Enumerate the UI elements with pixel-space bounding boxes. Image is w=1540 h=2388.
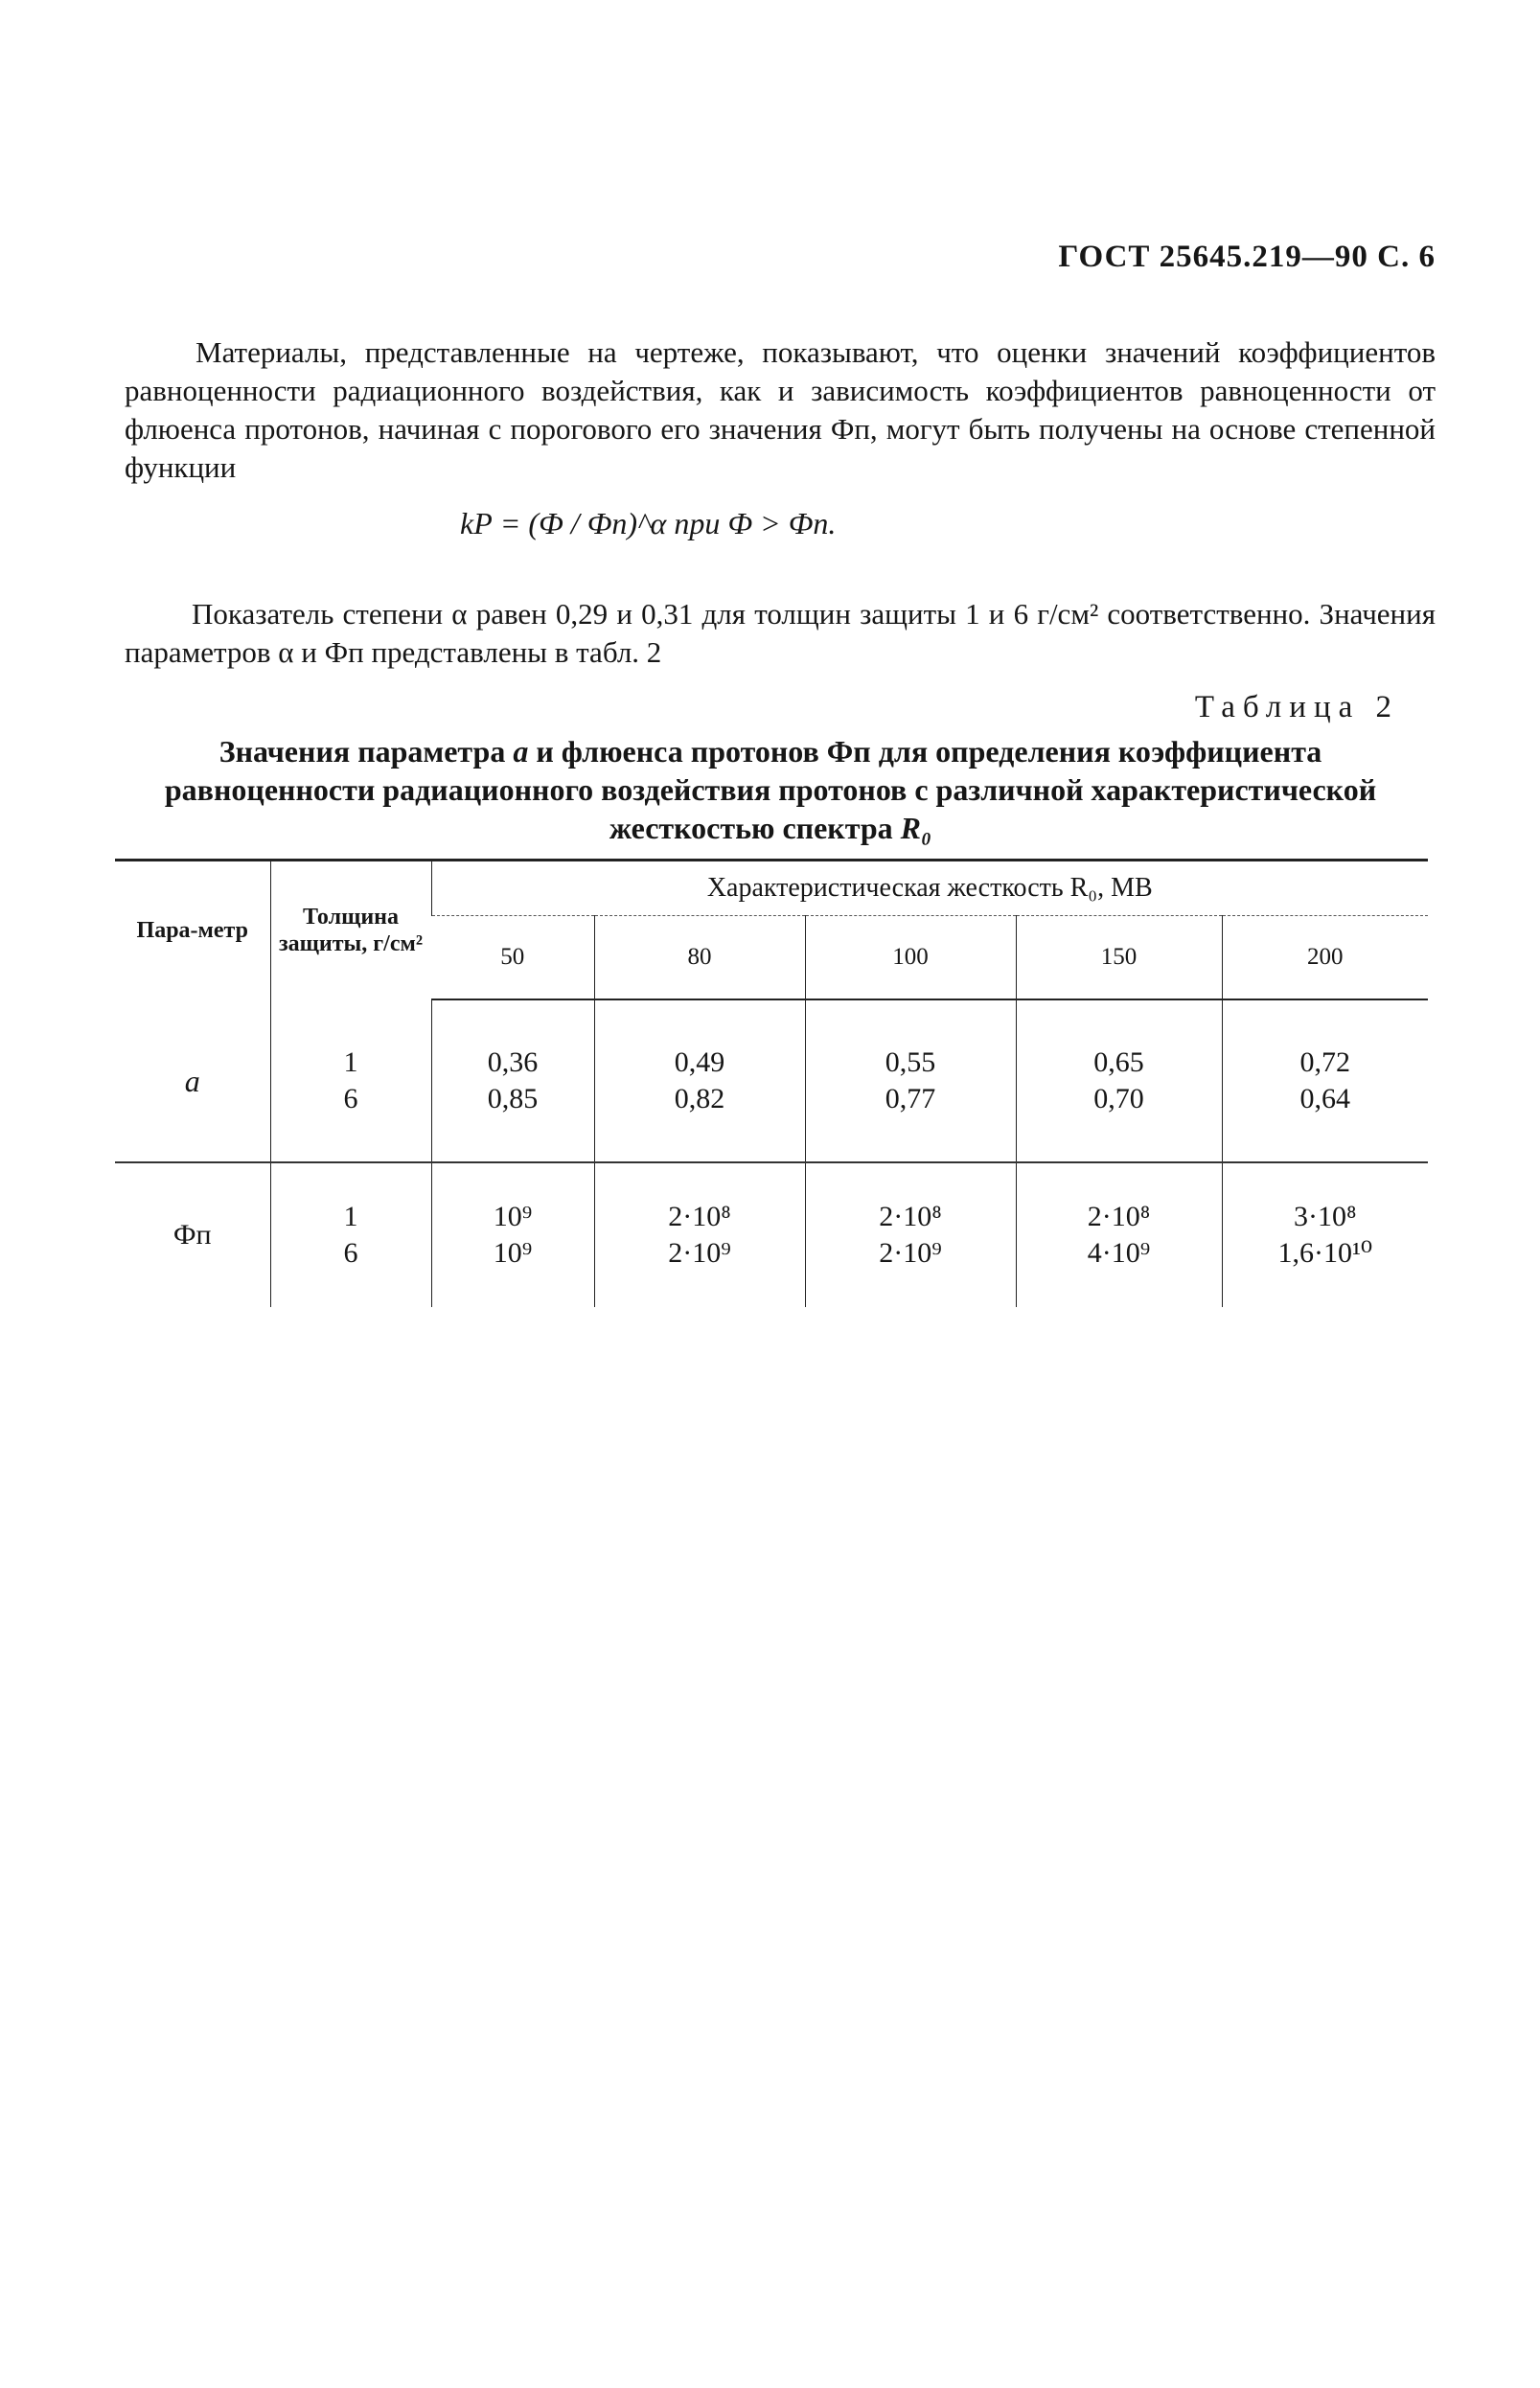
paragraph-materials: Материалы, представленные на чертеже, показывают, что оценки значений коэффициентов равноценности радиационного воздействия, как и зависимость коэффициентов равноценности от флюенса протонов, начиная с порогового его значения Фп, могут быть получены на основе степенной функции	[125, 335, 1436, 484]
cell-value: 0,64	[1299, 1083, 1350, 1114]
cell-value: 0,65	[1093, 1046, 1144, 1078]
thickness-6: 6	[343, 1082, 358, 1114]
table-cell	[1222, 1162, 1428, 1307]
cell-value: 4·10⁹	[1087, 1237, 1151, 1269]
table-row	[115, 1162, 1428, 1307]
cell-value: 10⁹	[493, 1237, 533, 1269]
row-param-a: а	[115, 999, 270, 1162]
cell-value: 0,72	[1299, 1046, 1350, 1078]
row-thickness	[270, 999, 431, 1162]
table-cell	[594, 999, 805, 1162]
caption-middle: и флюенса протонов Фп для определения коэффициента равноценности радиационного воздействия протонов с различной характеристической жесткостью спектра	[164, 734, 1377, 845]
col-header-80: 80	[594, 916, 805, 1000]
col-header-100: 100	[805, 916, 1016, 1000]
cell-value: 0,85	[487, 1083, 539, 1114]
caption-symbol: R₀	[900, 811, 932, 845]
page-header: ГОСТ 25645.219—90 С. 6	[1058, 240, 1436, 274]
parameters-table	[115, 859, 1428, 1307]
cell-value: 0,70	[1093, 1083, 1144, 1114]
cell-value: 1,6·10¹⁰	[1277, 1237, 1372, 1269]
cell-value: 0,36	[487, 1046, 539, 1078]
cell-value: 0,55	[885, 1046, 936, 1078]
row-param-fp: Фп	[172, 1219, 212, 1251]
cell-value: 2·10⁹	[879, 1237, 942, 1269]
col-header-50: 50	[431, 916, 594, 1000]
col-header-200: 200	[1222, 916, 1428, 1000]
table-cell	[431, 999, 594, 1162]
header-rigidity-group: Характеристическая жесткость R₀, МВ	[431, 861, 1428, 916]
thickness-1: 1	[343, 1201, 358, 1232]
col-header-150: 150	[1016, 916, 1222, 1000]
table-caption	[115, 732, 1426, 847]
table-cell	[805, 999, 1016, 1162]
cell-value: 2·10⁸	[1087, 1201, 1151, 1232]
table-cell	[1016, 999, 1222, 1162]
table-cell	[1222, 999, 1428, 1162]
cell-value: 2·10⁹	[668, 1237, 731, 1269]
cell-value: 10⁹	[493, 1201, 533, 1232]
row-thickness	[270, 1162, 431, 1307]
cell-value: 0,82	[674, 1083, 725, 1114]
table-label: Таблица 2	[1194, 690, 1399, 724]
table-cell	[431, 1162, 594, 1307]
table-cell	[594, 1162, 805, 1307]
thickness-1: 1	[343, 1045, 358, 1078]
thickness-6: 6	[343, 1237, 358, 1269]
cell-value: 2·10⁸	[668, 1201, 731, 1232]
cell-value: 0,77	[885, 1083, 936, 1114]
caption-param-a: а	[513, 734, 529, 769]
table-row	[115, 999, 1428, 1162]
table-cell	[1016, 1162, 1222, 1307]
caption-bold-part: Значения параметра	[218, 734, 506, 769]
cell-value: 0,49	[674, 1046, 725, 1078]
table-cell	[805, 1162, 1016, 1307]
header-thickness: Толщина защиты, г/см²	[270, 861, 431, 1000]
formula: kР = (Ф / Фп)^α при Ф > Фп.	[460, 506, 837, 540]
paragraph-exponent: Показатель степени α равен 0,29 и 0,31 для толщин защиты 1 и 6 г/см² соответственно. Значения параметров α и Фп представлены в табл. 2	[125, 597, 1436, 669]
header-param: Пара-метр	[136, 918, 248, 943]
cell-value: 3·10⁸	[1294, 1201, 1357, 1232]
cell-value: 2·10⁸	[879, 1201, 942, 1232]
